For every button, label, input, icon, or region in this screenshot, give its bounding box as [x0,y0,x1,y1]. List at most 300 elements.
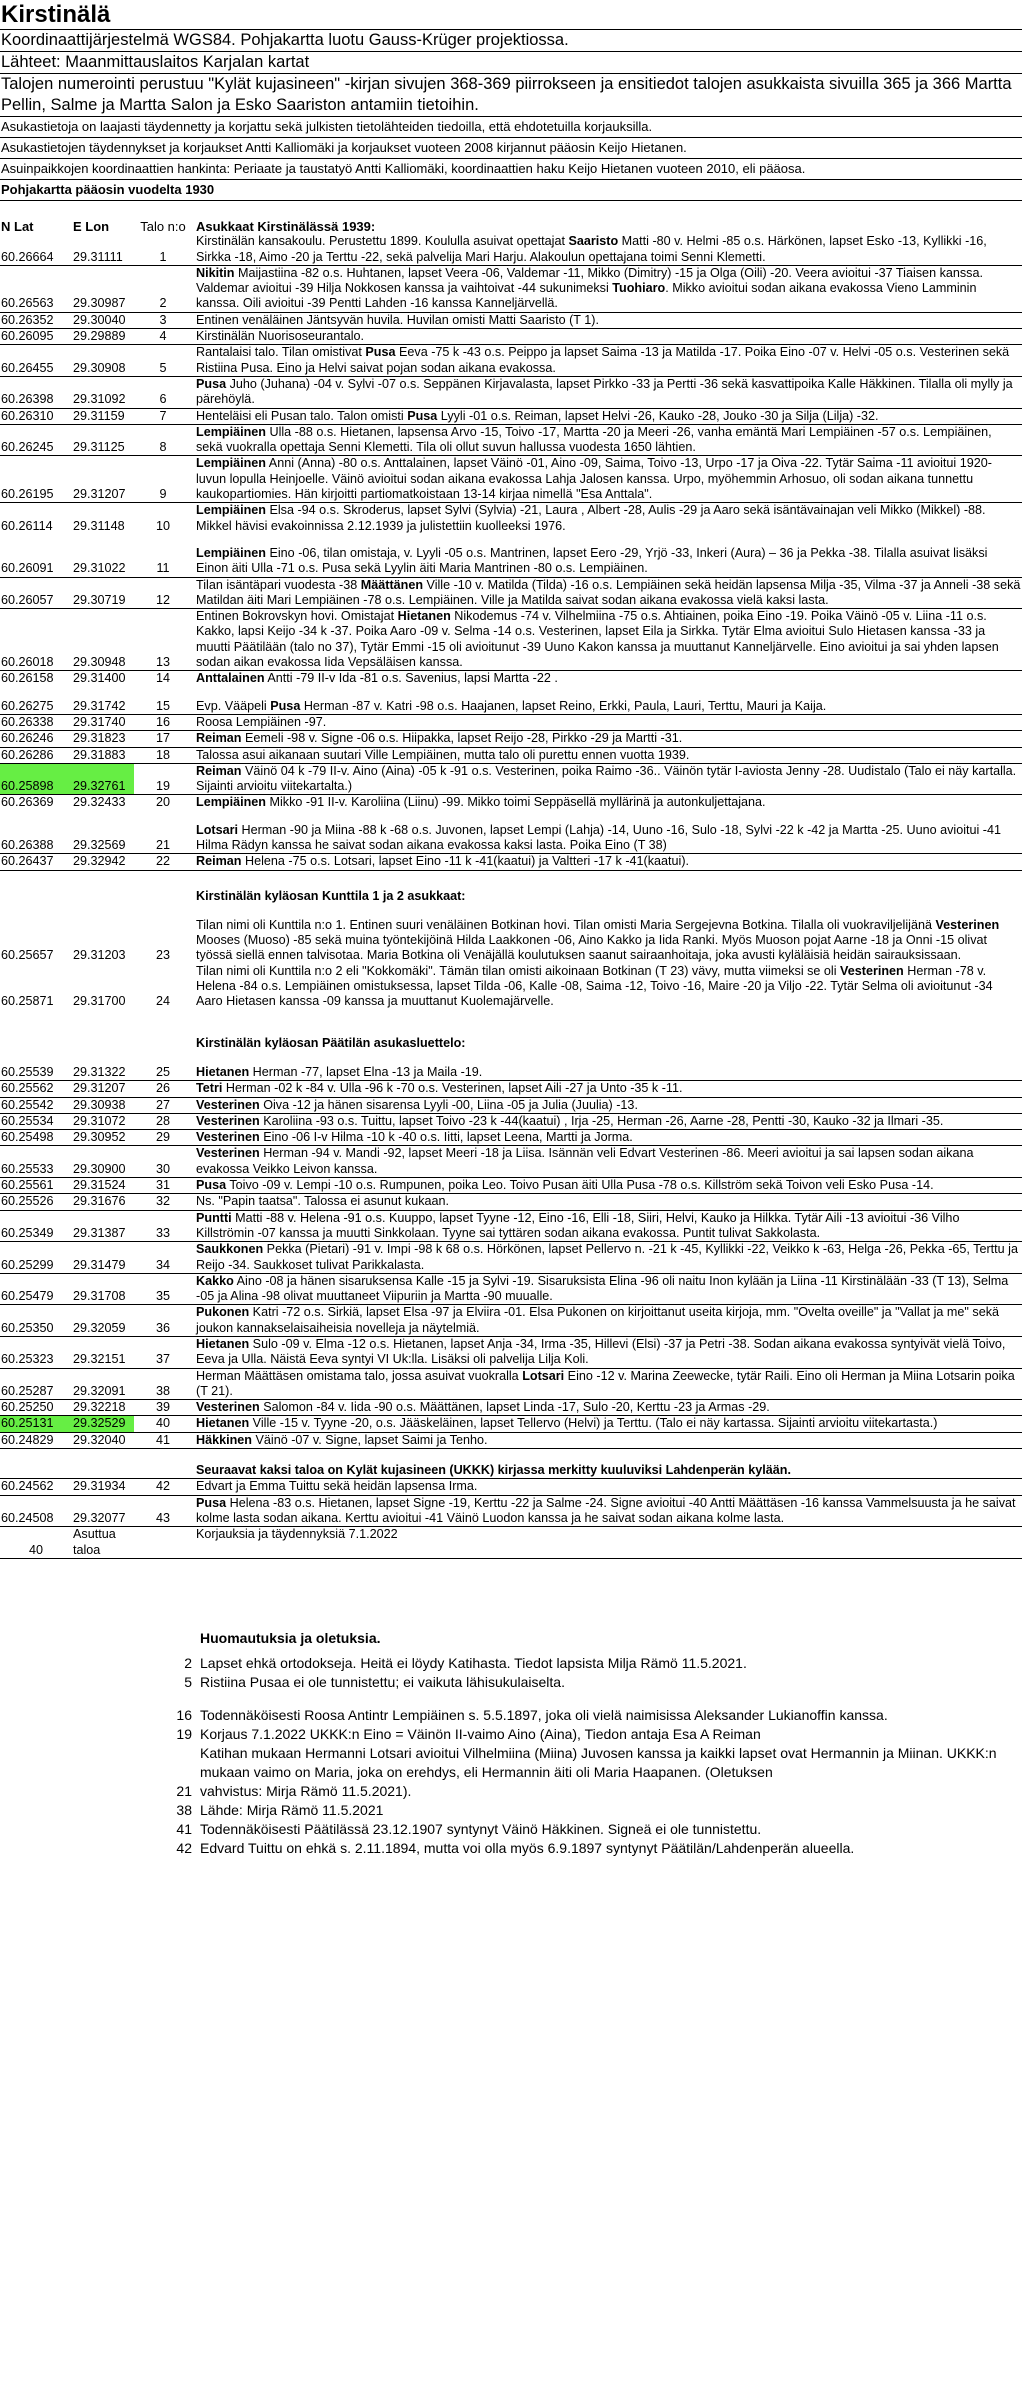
table-row [0,1479,1022,1495]
lat-cell: 60.26338 [0,714,72,730]
lon-cell: 29.31111 [72,234,134,265]
house-number: 39 [134,1400,192,1416]
lon-cell: 29.31700 [73,994,126,1009]
lat-cell: 60.26455 [0,345,72,377]
note-row [0,1744,1022,1782]
house-number: 25 [134,1065,192,1081]
table-header [0,219,1022,234]
lat-cell: 60.26018 [0,609,72,671]
table-row [0,795,1022,811]
table-row [0,265,1022,312]
spacer-cell [0,1051,1022,1065]
lat-cell: 60.25533 [0,1146,72,1178]
table-row [0,823,1022,854]
lat-cell: 60.26057 [0,577,72,609]
lat-cell: 60.25534 [0,1113,72,1129]
house-number: 29 [134,1130,192,1146]
residents-description: Evp. Vääpeli Pusa Herman -87 v. Katri -98 o.s. Haajanen, lapset Reino, Erkki, Paula, Lauri, Terttu, Mauri ja Kaija. [192,699,1022,715]
table-row [0,1210,1022,1242]
residents-description: Reiman Väinö 04 k -79 II-v. Aino (Aina) -05 k -91 o.s. Vesterinen, poika Raimo -36.. Väinön tytär I-aviosta Jenny -28. Uudistalo (Talo ei näy kartalla. Sijainti arvioitu viitekartalta.) [192,763,1022,795]
lon-cell: 29.32218 [72,1400,134,1416]
lon-cell: 29.32761 [72,763,134,795]
note-number: 2 [184,1654,192,1671]
table-row [0,503,1022,534]
lat-cell: 60.25526 [0,1194,72,1210]
lon-cell: 29.31207 [72,1081,134,1097]
residents-description: Kirstinälän Nuorisoseurantalo. [192,329,1022,345]
residents-description: Hietanen Ville -15 v. Tyyne -20, o.s. Jääskeläinen, lapset Tellervo (Helvi) ja Terttu. (Talo ei näy kartassa. Sijainti arvioitu viitekartasta.) [192,1416,1022,1432]
residents-description: Pusa Juho (Juhana) -04 v. Sylvi -07 o.s. Seppänen Kirjavalasta, lapset Pirkko -33 ja Pertti -36 sekä kasvattipoika Kalle Häkkinen. Tilalla oli mylly ja pärehöylä. [192,376,1022,408]
lon-cell: 29.29889 [72,329,134,345]
lon-cell: 29.32059 [72,1305,134,1337]
table-row [0,546,1022,577]
empty-cell [0,1463,72,1479]
lat-cell: 60.26246 [0,731,72,747]
source-note-line: Asuinpaikkojen koordinaattien hankinta: Periaate ja taustatyö Antti Kalliomäki, koordinaattien haku Keijo Hietanen vuoteen 2010, eli pääosa. [0,159,1022,180]
table-row [0,376,1022,408]
table-row [0,1194,1022,1210]
lat-cell: 60.25250 [0,1400,72,1416]
residents-description: Vesterinen Karoliina -93 o.s. Tuittu, lapset Toivo -23 k -44(kaatui) , Irja -25, Herman -26, Aarne -28, Pentti -30, Kauko -32 ja Ilmari -35. [192,1113,1022,1129]
intro-line: Talojen numerointi perustuu "Kylät kujasineen" -kirjan sivujen 368-369 piirrokseen ja ensitiedot talojen asukkaista sivuilla 365 ja 366 Martta Pellin, Salme ja Martta Salon ja Esko Saariston antamiin tietoihin. [0,74,1022,117]
residents-description: Pusa Toivo -09 v. Lempi -10 o.s. Rumpunen, poika Leo. Toivo Pusan äiti Ulla Pusa -78 o.s. Killström sekä Toivon veli Esko Pusa -14. [192,1178,1022,1194]
lat-cell: 60.26275 [0,699,72,715]
note-row [0,1706,1022,1725]
spacer-cell [0,1010,1022,1022]
lon-cell: 29.30900 [72,1146,134,1178]
residents-description: Hietanen Sulo -09 v. Elma -12 o.s. Hietanen, lapset Anja -34, Irma -35, Hillevi (Elsi) -37 ja Petri -38. Sodan aikana evakossa syntyivät vielä Toivo, Eeva ja Ulla. Näistä Eeva syntyi VI Uk:lla. Lisäksi oli palvelija Lilja Koli. [192,1337,1022,1369]
residents-description: Korjauksia ja täydennyksiä 7.1.2022 [192,1527,1022,1559]
house-number: 35 [134,1273,192,1305]
table-row [0,312,1022,328]
table-row [0,1400,1022,1416]
col-lat-header: N Lat [1,219,34,234]
residents-description: Puntti Matti -88 v. Helena -91 o.s. Kuuppo, lapset Tyyne -12, Eino -16, Elli -18, Siiri, Helvi, Kauko ja Hilkka. Tytär Aili -13 avioitui -36 Vilho Killströmin -07 kanssa ja muutti Sinkkolaan. Tyyne sai tyttären sodan aikana evakossa. Puntit tulivat Sakkolasta. [192,1210,1022,1242]
lon-cell: 29.30952 [72,1130,134,1146]
table-row [0,1178,1022,1194]
spacer [0,201,1022,219]
section-header-row [0,1463,1022,1479]
lon-cell: 29.30948 [72,609,134,671]
house-number: 34 [134,1242,192,1274]
house-number: 10 [155,518,170,533]
note-text: vahvistus: Mirja Rämö 11.5.2021). [200,1782,412,1799]
lat-cell: 60.26437 [0,854,72,870]
residents-description: Edvart ja Emma Tuittu sekä heidän lapsensa Irma. [192,1479,1022,1495]
lon-cell: 29.31676 [72,1194,134,1210]
note-number [0,1744,200,1782]
lon-cell: 29.31387 [72,1210,134,1242]
house-number: 12 [134,577,192,609]
table-row [0,918,1022,964]
house-number: 21 [134,823,192,854]
lon-cell: 29.31823 [72,731,134,747]
residents-description: Entinen venäläinen Jäntsyvän huvila. Huvilan omisti Matti Saaristo (T 1). [192,312,1022,328]
residents-description: Lempiäinen Anni (Anna) -80 o.s. Anttalainen, lapset Väinö -01, Aino -09, Saima, Toivo -13, Urpo -17 ja Oiva -22. Tytär Saima -11 avioitui 1920-luvun lopulla Heinjoelle. Väinö avioitui sodan aikana evakossa Lahja Jalosen kanssa. Urpo, myöhemmin Arhosuo, oli sodan aikana tunnettu kaukopartiomies. Hän kirjoitti partiomatkoistaan 13-14 kirjaa nimellä "Esa Anttala". [192,456,1022,503]
lat-cell: 60.26388 [0,823,72,854]
lon-cell: 29.32942 [72,854,134,870]
lon-cell: 29.31740 [72,714,134,730]
basemap-note: Pohjakartta pääosin vuodelta 1930 [0,180,1022,201]
section-title: Kirstinälän kyläosan Päätilän asukasluettelo: [196,1035,466,1050]
spacer-cell [0,904,1022,918]
house-number: 28 [134,1113,192,1129]
spacer-cell [0,687,1022,699]
lat-cell: 60.24829 [0,1432,72,1448]
house-number: 30 [134,1146,192,1178]
lat-cell: 60.25350 [0,1305,72,1337]
lat-cell: 60.24562 [0,1479,72,1495]
lat-cell: 60.26286 [0,747,72,763]
lat-cell: 60.24508 [0,1495,72,1527]
house-number: 22 [134,854,192,870]
house-number: 33 [134,1210,192,1242]
residents-description: Anttalainen Antti -79 II-v Ida -81 o.s. Savenius, lapsi Martta -22 . [196,671,558,686]
spacer-row [0,1051,1022,1065]
section-title: Seuraavat kaksi taloa on Kylät kujasineen (UKKK) kirjassa merkitty kuuluviksi Lahdenperän kylään. [192,1463,1022,1479]
house-number: 43 [134,1495,192,1527]
lon-cell: 29.31159 [72,408,134,424]
table-row [0,1432,1022,1448]
lat-cell: 60.25562 [0,1081,72,1097]
residents-description: Saukkonen Pekka (Pietari) -91 v. Impi -98 k 68 o.s. Hörkönen, lapset Pellervo n. -21 k -45, Kyllikki -22, Veikko k -63, Helga -26, Pekka -65, Terttu ja Reijo -34. Saukkoset tulivat Parikkalasta. [192,1242,1022,1274]
lon-cell: 29.30987 [72,265,134,312]
table-row [0,731,1022,747]
lon-cell: 29.32091 [72,1368,134,1400]
residents-description: Roosa Lempiäinen -97. [192,714,1022,730]
table-row [0,1130,1022,1146]
table-row [0,699,1022,715]
lat-cell: 60.25898 [0,763,72,795]
residents-description: Kirstinälän kansakoulu. Perustettu 1899. Koululla asuivat opettajat Saaristo Matti -80 v. Helmi -85 o.s. Härkönen, lapset Esko -13, Kyllikki -16, Sirkka -18, Aimo -20 ja Terttu -22, sekä palvelija Mari Harju. Alakoulun opettajana toimi Senni Klemetti. [192,234,1022,265]
empty-cell [72,1036,134,1051]
house-number: 24 [155,994,170,1009]
intro-line: Lähteet: Maanmittauslaitos Karjalan kartat [0,52,1022,74]
lat-cell: 60.25657 [1,948,54,963]
house-number: 42 [134,1479,192,1495]
section-header-row [0,889,1022,904]
lat-cell: 60.25561 [0,1178,72,1194]
lon-cell: 29.31072 [72,1113,134,1129]
lon-cell: 29.32040 [72,1432,134,1448]
lon-cell: 29.30040 [72,312,134,328]
note-row [0,1782,1022,1801]
note-row [0,1839,1022,1858]
lat-cell: 60.26310 [0,408,72,424]
residents-description: Lotsari Herman -90 ja Miina -88 k -68 o.s. Juvonen, lapset Lempi (Lahja) -14, Uuno -16, Sulo -18, Sylvi -22 k -42 ja Martta -25. Uuno avioitui -41 Hilma Rädyn kanssa he saivat sodan aikana evakossa kaksi lasta. Poika Eino (T 38) [192,823,1022,854]
empty-cell [0,889,72,904]
spacer-cell [0,1022,1022,1036]
spacer-cell [0,811,1022,823]
note-text: Todennäköisesti Päätilässä 23.12.1907 syntynyt Väinö Häkkinen. Signeä ei ole tunnistettu. [200,1820,762,1837]
residents-description: Entinen Bokrovskyn hovi. Omistajat Hietanen Nikodemus -74 v. Vilhelmiina -75 o.s. Ahtiainen, poika Eino -19. Poika Väinö -05 v. Liina -11 o.s. Kakko, lapsi Keijo -34 k -37. Poika Aaro -09 v. Selma -14 o.s. Vesterinen, lapset Eila ja Sirkka. Tytär Elma avioitui Sulo Hietasen kanssa -33 ja muutti Päätilään (talo no 37), Tytär Emmi -15 oli avioitunut -39 Uuno Kakon kanssa ja muuttanut Kanneljärvelle. Eino avioitui ja sai yhden lapsen sodan aikan evakossa Iida Vepsäläisen kanssa. [192,609,1022,671]
residents-description: Tilan isäntäpari vuodesta -38 Määttänen Ville -10 v. Matilda (Tilda) -16 o.s. Lempiäinen sekä heidän lapsensa Milja -35, Vilma -37 ja Anneli -38 sekä Matildan äiti Mari Lempiäinen -78 o.s. Lempiäinen. Ville ja Matilda saivat sodan aikana evakossa vielä kaksi lasta. [192,577,1022,609]
house-number: 16 [134,714,192,730]
spacer-row [0,870,1022,889]
lat-cell: 60.26095 [0,329,72,345]
table-row [0,1273,1022,1305]
note-row [0,1654,1022,1673]
note-text: Korjaus 7.1.2022 UKKK:n Eino = Väinön II-vaimo Aino (Aina), Tiedon antaja Esa A Reiman [200,1725,761,1742]
house-number: 26 [134,1081,192,1097]
lon-cell: 29.31125 [72,424,134,456]
page-title: Kirstinälä [0,0,1022,30]
house-number: 14 [155,671,170,686]
note-row [0,1820,1022,1839]
empty-cell [72,1463,134,1479]
residents-description: Reiman Helena -75 o.s. Lotsari, lapset Eino -11 k -41(kaatui) ja Valtteri -17 k -41(kaatui). [192,854,1022,870]
house-number: 32 [134,1194,192,1210]
table-row [0,1242,1022,1274]
house-number: 38 [134,1368,192,1400]
residents-description: Lempiäinen Eino -06, tilan omistaja, v. Lyyli -05 o.s. Mantrinen, lapset Eero -29, Yrjö -33, Inkeri (Aura) – 36 ja Pekka -38. Tilalla asuivat lisäksi Einon äiti Ulla -71 o.s. Pusa sekä Lyylin äiti Maria Mantrinen -80 o.s. Lempiäinen. [192,546,1022,577]
table-row [0,1416,1022,1432]
lat-cell: 60.26158 [1,671,54,686]
table-row [0,1065,1022,1081]
table-row [0,763,1022,795]
spacer-row [0,534,1022,546]
residents-description: Hietanen Herman -77, lapset Elna -13 ja Maila -19. [192,1065,1022,1081]
house-number: 4 [134,329,192,345]
note-number: 42 [176,1839,192,1856]
spacer-cell [0,1449,1022,1464]
lat-cell: 60.25539 [0,1065,72,1081]
house-number: 23 [155,948,170,963]
spacer-cell [0,870,1022,889]
lon-cell: 29.31092 [72,376,134,408]
lat-cell: 60.25498 [0,1130,72,1146]
spacer-row [0,1010,1022,1022]
table-row [0,1081,1022,1097]
house-number: 7 [134,408,192,424]
note-number [0,1692,200,1706]
house-number: 5 [134,345,192,377]
spacer-cell [0,534,1022,546]
table-row [0,345,1022,377]
lon-cell: 29.31022 [72,546,134,577]
empty-cell [72,889,134,904]
source-note-line: Asukastietojen täydennykset ja korjaukset Antti Kalliomäki ja korjaukset vuoteen 2008 kirjannut pääosin Keijo Hietanen. [0,138,1022,159]
lon-cell: 29.31479 [72,1242,134,1274]
footer-row [0,1527,1022,1559]
empty-cell [134,889,192,904]
lat-cell: 60.25299 [0,1242,72,1274]
house-number: 18 [134,747,192,763]
lat-cell: 60.26563 [0,265,72,312]
empty-cell [0,1036,72,1051]
residents-description: Vesterinen Herman -94 v. Mandi -92, lapset Meeri -18 ja Liisa. Isännän veli Edvart Vesterinen -86. Meeri avioitui ja sai lapsen sodan aikana evakossa Veikko Leivon kanssa. [192,1146,1022,1178]
spacer-row [0,687,1022,699]
lat-cell: 60.25323 [0,1337,72,1369]
lat-cell: 60.26398 [0,376,72,408]
lon-cell: 29.32529 [72,1416,134,1432]
residents-description: Vesterinen Salomon -84 v. Iida -90 o.s. Määttänen, lapset Linda -17, Sulo -20, Kerttu -23 ja Armas -29. [192,1400,1022,1416]
lon-cell: 29.32433 [73,795,126,810]
house-number: 2 [134,265,192,312]
house-number: 15 [134,699,192,715]
source-note-line: Asukastietoja on laajasti täydennetty ja korjattu sekä julkisten tietolähteiden tiedoilla, että ehdotetuilla korjauksilla. [0,117,1022,138]
house-number: 11 [134,546,192,577]
lon-cell: 29.31524 [72,1178,134,1194]
residents-description: Pusa Helena -83 o.s. Hietanen, lapset Signe -19, Kerttu -22 ja Salme -24. Signe avioitui -40 Antti Määttäsen -16 kanssa Vammelsuusta ja he saivat kolme lasta sodan aikana. Kerttu avioitui -41 Väinö Luodon kanssa ja he saivat sodan aikana kolme lasta. [192,1495,1022,1527]
spacer-row [0,1022,1022,1036]
residents-description: Tetri Herman -02 k -84 v. Ulla -96 k -70 o.s. Vesterinen, lapset Aili -27 ja Unto -35 k -11. [192,1081,1022,1097]
lon-cell: 29.31742 [72,699,134,715]
residents-description: Lempiäinen Ulla -88 o.s. Hietanen, lapsensa Arvo -15, Toivo -17, Martta -20 ja Meeri -26, vanha emäntä Mari Lempiäinen -57 o.s. Lempiäinen, sekä vuokralla opettaja Senni Klemetti. Tila oli ollut suvun hallussa vuodesta 1650 lähtien. [192,424,1022,456]
house-number: 13 [134,609,192,671]
house-number: 36 [134,1305,192,1337]
note-text: Katihan mukaan Hermanni Lotsari avioitui Vilhelmiina (Miina) Juvosen kanssa ja kaikki lapset ovat Hermannin ja Miinan. UKKK:n mukaan vaimo on Maria, joka on erehdys, eli Hermannin äiti oli Maria Haapanen. (Oletuksen [200,1744,997,1780]
table-row [0,714,1022,730]
lat-cell: 40 [0,1527,72,1559]
intro-block [0,30,1022,117]
table-row [0,408,1022,424]
spacer-row [0,811,1022,823]
lon-cell: 29.31883 [72,747,134,763]
residents-description: Kakko Aino -08 ja hänen sisaruksensa Kalle -15 ja Sylvi -19. Sisaruksista Elina -96 oli naitu Inon kylään ja Liina -11 Kirstinälään -33 (T 13), Selma -05 ja Alina -98 olivat muuttaneet Viipuriin ja Martta -90 muualle. [192,1273,1022,1305]
lon-cell: 29.31400 [73,671,126,686]
house-number: 1 [134,234,192,265]
house-number: 6 [134,376,192,408]
intro-line: Koordinaattijärjestelmä WGS84. Pohjakartta luotu Gauss-Krüger projektiossa. [0,30,1022,52]
house-number: 31 [134,1178,192,1194]
residents-table [0,219,1022,1559]
lon-cell: 29.32569 [72,823,134,854]
lat-cell: 60.26114 [1,518,53,533]
house-number: 9 [134,456,192,503]
note-text: Edvard Tuittu on ehkä s. 2.11.1894, mutta voi olla myös 6.9.1897 syntynyt Päätilän/Lahdenperän alueella. [200,1839,855,1856]
table-row [0,1337,1022,1369]
empty-cell [134,1036,192,1051]
house-number: 27 [134,1097,192,1113]
note-text: Todennäköisesti Roosa Antintr Lempiäinen s. 5.5.1897, joka oli vielä naimisissa Aleksander Lukianoffin kanssa. [200,1706,888,1723]
note-row [0,1692,1022,1706]
source-notes [0,117,1022,180]
table-row [0,424,1022,456]
house-number: 19 [134,763,192,795]
note-row [0,1801,1022,1820]
note-text: Ristiina Pusaa ei ole tunnistettu; ei vaikuta lähisukulaiselta. [200,1673,565,1690]
lat-cell: 60.26352 [0,312,72,328]
house-number: 41 [134,1432,192,1448]
residents-description: Reiman Eemeli -98 v. Signe -06 o.s. Hiipakka, lapset Reijo -28, Pirkko -29 ja Martti -31. [192,731,1022,747]
house-number: 17 [134,731,192,747]
lat-cell: 60.26091 [0,546,72,577]
house-number [134,1527,192,1559]
lon-cell: 29.31207 [72,456,134,503]
house-number: 37 [134,1337,192,1369]
lat-cell: 60.25287 [0,1368,72,1400]
lon-cell: 29.31708 [72,1273,134,1305]
residents-description: Tilan nimi oli Kunttila n:o 2 eli "Kokkomäki". Tämän tilan omisti aikoinaan Botkinan (T 23) vävy, mutta viimeksi se oli Vesterinen Herman -78 v. Helena -84 o.s. Lempiäinen omistuksessa, lapset Tilda -06, Kalle -08, Saima -12, Toivo -16, Maire -20 ja Viljo -22. Tytär Selma oli avioitunut -34 Aaro Hietasen kanssa -09 kanssa ja muuttanut Kuolemajärvelle. [196,963,993,1009]
lon-cell: 29.30719 [72,577,134,609]
lon-cell: 29.32077 [72,1495,134,1527]
table-row [0,671,1022,687]
residents-description: Talossa asui aikanaan suutari Ville Lempiäinen, mutta talo oli purettu ennen vuotta 1939. [192,747,1022,763]
lon-cell: 29.31203 [73,948,126,963]
col-no-header: Talo n:o [140,219,186,234]
lon-cell: 29.31148 [73,518,125,533]
residents-description: Henteläisi eli Pusan talo. Talon omisti Pusa Lyyli -01 o.s. Reiman, lapset Helvi -26, Kauko -28, Jouko -30 ja Silja (Lilja) -32. [192,408,1022,424]
residents-description: Rantalaisi talo. Tilan omistivat Pusa Eeva -75 k -43 o.s. Peippo ja lapset Saima -13 ja Matilda -17. Poika Eino -07 v. Helvi -05 o.s. Vesterinen sekä Ristiina Pusa. Eino ja Helvi saivat pojan sodan aikana evakossa. [192,345,1022,377]
note-number: 19 [176,1725,192,1742]
section-title: Kirstinälän kyläosan Kunttila 1 ja 2 asukkaat: [196,888,466,903]
house-number: 20 [155,795,170,810]
table-row [0,1113,1022,1129]
section-header-row [0,1036,1022,1051]
lat-cell: 60.26369 [1,795,54,810]
col-desc-header: Asukkaat Kirstinälässä 1939: [196,219,376,234]
lat-cell: 60.26195 [0,456,72,503]
table-row [0,964,1022,1010]
empty-cell [134,1463,192,1479]
notes-section [0,1629,1022,1858]
residents-description: Häkkinen Väinö -07 v. Signe, lapset Saimi ja Tenho. [192,1432,1022,1448]
note-row [0,1673,1022,1692]
lat-cell: 60.25479 [0,1273,72,1305]
house-number: 8 [134,424,192,456]
lon-cell: 29.30938 [72,1097,134,1113]
lat-cell: 60.25349 [0,1210,72,1242]
note-row [0,1725,1022,1744]
table-row [0,1146,1022,1178]
residents-description: Lempiäinen Mikko -91 II-v. Karoliina (Liinu) -99. Mikko toimi Seppäsellä myllärinä ja autonkuljettajana. [196,795,766,810]
table-row [0,609,1022,671]
lon-cell: Asuttua taloa [72,1527,134,1559]
lon-cell: 29.30908 [72,345,134,377]
col-lon-header: E Lon [73,219,110,234]
table-row [0,456,1022,503]
table-row [0,234,1022,265]
note-text: Lapset ehkä ortodokseja. Heitä ei löydy Katihasta. Tiedot lapsista Milja Rämö 11.5.2021. [200,1654,747,1671]
note-number: 21 [176,1782,192,1799]
note-number: 16 [176,1706,192,1723]
table-row [0,1305,1022,1337]
house-number: 3 [134,312,192,328]
table-row [0,854,1022,870]
table-row [0,1097,1022,1113]
residents-description: Nikitin Maijastiina -82 o.s. Huhtanen, lapset Veera -06, Valdemar -11, Mikko (Dimitry) -15 ja Olga (Oili) -20. Veera avioitui -37 Tiaisen kanssa. Valdemar avioitui -39 Hilja Nokkosen kanssa ja vaihtoivat -44 sukunimeksi Tuohiaro. Mikko avioitui sodan aikana evakossa Vieno Lamminin kanssa. Oili avioitui -39 Pentti Lahden -16 kanssa Kanneljärvellä. [192,265,1022,312]
note-text: Lähde: Mirja Rämö 11.5.2021 [200,1801,384,1818]
note-text [200,1692,1022,1706]
residents-description: Ns. "Papin taatsa". Talossa ei asunut kukaan. [192,1194,1022,1210]
table-row [0,747,1022,763]
note-number: 5 [184,1673,192,1690]
table-row [0,329,1022,345]
lon-cell: 29.31322 [72,1065,134,1081]
spacer-row [0,1449,1022,1464]
lat-cell: 60.25871 [1,994,54,1009]
residents-description: Vesterinen Oiva -12 ja hänen sisarensa Lyyli -00, Liina -05 ja Julia (Juulia) -13. [192,1097,1022,1113]
house-number: 40 [134,1416,192,1432]
residents-description: Lempiäinen Elsa -94 o.s. Skroderus, lapset Sylvi (Sylvia) -21, Laura , Albert -28, Aulis -29 ja Aaro sekä isäntävainajan veli Mikko (Mikkel) -88. Mikkel hävisi evakoinnissa 2.12.1939 ja julistettiin kuolleeksi 1976. [196,503,986,533]
table-row [0,1495,1022,1527]
lat-cell: 60.25131 [0,1416,72,1432]
lat-cell: 60.26245 [0,424,72,456]
lat-cell: 60.26664 [0,234,72,265]
notes-title: Huomautuksia ja oletuksia. [200,1629,381,1646]
table-row [0,577,1022,609]
note-number: 38 [176,1801,192,1818]
note-number: 41 [176,1820,192,1837]
residents-description: Vesterinen Eino -06 I-v Hilma -10 k -40 o.s. Iitti, lapset Leena, Martti ja Jorma. [192,1130,1022,1146]
residents-description: Herman Määttäsen omistama talo, jossa asuivat vuokralla Lotsari Eino -12 v. Marina Zeewecke, tytär Raili. Eino oli Herman ja Miina Lotsarin poika (T 21). [192,1368,1022,1400]
lon-cell: 29.32151 [72,1337,134,1369]
residents-description: Tilan nimi oli Kunttila n:o 1. Entinen suuri venäläinen Botkinan hovi. Tilan omisti Maria Sergejevna Botkina. Tilalla oli vuokraviljelijänä Vesterinen Mooses (Muoso) -85 sekä muina työntekijöinä Hilda Laakkonen -06, Aino Kakko ja Iida Ranki. Myös Muoson pojat Aarne -18 ja Onni -15 olivat työssä siellä ennen talvisotaa. Maria Botkina oli Venäjällä koulutuksen saanut sairaanhoitaja, joka avusti kyläläisiä heidän sairauksissaan. [196,917,1000,963]
residents-description: Pukonen Katri -72 o.s. Sirkiä, lapset Elsa -97 ja Elviira -01. Elsa Pukonen on kirjoittanut useita kirjoja, mm. "Oveltа oveille" ja "Vallat ja me" sekä joukon kannakselaisaiheisia novelleja ja näytelmiä. [192,1305,1022,1337]
spacer-row [0,904,1022,918]
lat-cell: 60.25542 [0,1097,72,1113]
